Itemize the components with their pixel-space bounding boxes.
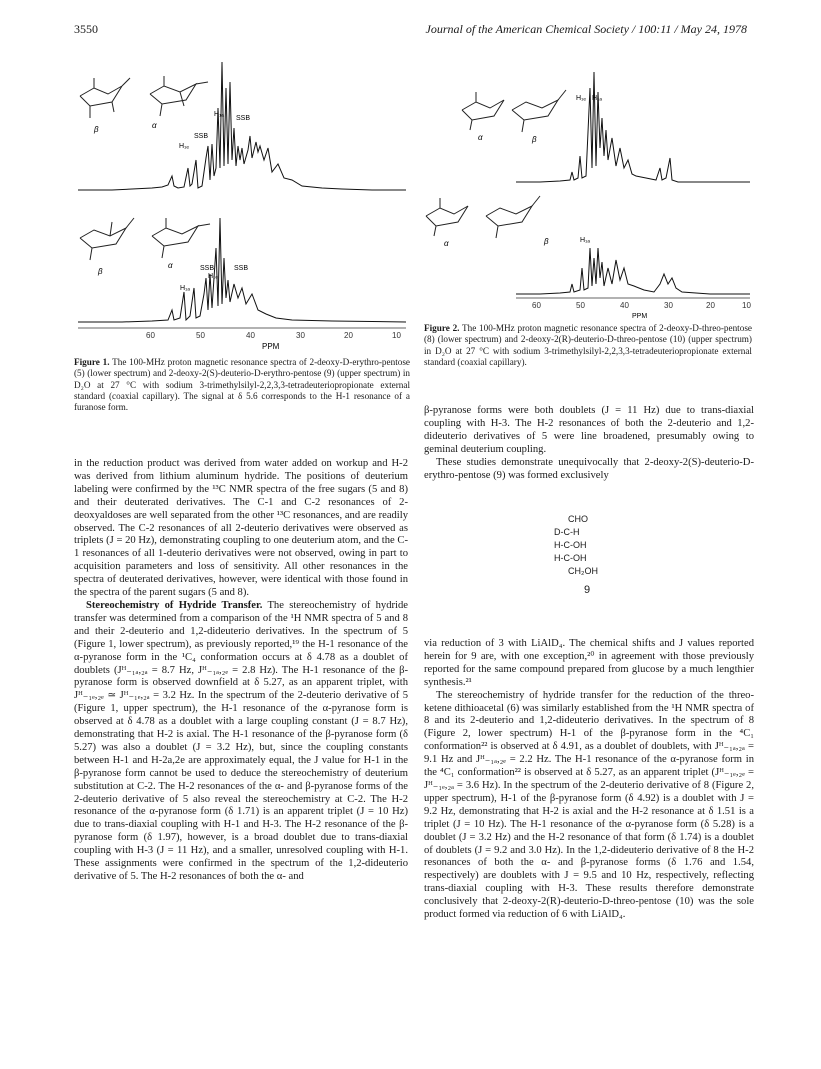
structure-label-alpha-2: α <box>168 261 173 270</box>
tick-60: 60 <box>532 301 541 310</box>
page-number: 3550 <box>74 22 98 36</box>
figure-2-caption-label: Figure 2. <box>424 323 460 333</box>
figure-1-graphic <box>72 48 412 354</box>
tick-30: 30 <box>664 301 673 310</box>
structure-label-alpha-2: α <box>444 239 449 248</box>
fischer-row-3: H-C-OH <box>554 540 587 550</box>
right-paragraph-2: These studies demonstrate unequivocally that 2-deoxy-2(S)-deuterio-D-erythro-pentose (9) was formed exclusively <box>424 456 754 481</box>
lower-label-ssb-2: SSB <box>234 265 249 272</box>
figure-2-graphic <box>420 48 752 320</box>
figure-1-caption-text: The 100-MHz proton magnetic resonance spectra of 2-deoxy-D-erythro-pentose (5) (lower spectrum) and 2-deoxy-2(S)-deuterio-D-erythro-pentose (9) (upper spectrum) in D₂O at 27 °C with sodium 3-trimethylsilyl-2,2,3,3-tetradeuteriopropionate external standard (coaxial capillary). The signal at δ 5.6 corresponds to the H-1 resonance of a furanose form. <box>74 357 410 413</box>
upper-label-h1e: H₁ₑ <box>576 95 587 102</box>
tick-20: 20 <box>344 331 353 340</box>
upper-label-ssb-1: SSB <box>194 133 209 140</box>
x-axis-ticks <box>146 331 401 340</box>
left-paragraph-1: in the reduction product was derived from water added on workup and H-2 was derived from lithium aluminum hydride. The positions of deuterium labeling were confirmed by the ¹³C NMR spectra of the free sugars (5 and 8) and their deuterated derivatives. The C-1 and C-2 resonances of 2-deoxyaldoses are well separated from the other ¹³C resonances, and are readily observed. The C-2 resonances of all 2-deuterio derivatives were observed as triplets (J = 20 Hz), demonstrating coupling to one deuterium atom, and the C-1 resonances of all 1-deuterio derivatives were not observed, owing in part to acquisition parameters and loss of sensitivity. All other resonances in the spectra of deuterated derivatives, however, were identical with those found in the spectra of the parent sugars (5 and 8). <box>74 458 408 599</box>
pyranose-structure-beta-upper <box>512 90 566 132</box>
tick-20: 20 <box>706 301 715 310</box>
pyranose-structure-beta-upper <box>80 78 130 118</box>
pyranose-structure-alpha-lower <box>152 218 210 258</box>
pyranose-structure-alpha-upper <box>150 76 208 116</box>
upper-label-h1a: H₁ₐ <box>592 95 603 102</box>
pyranose-structure-alpha-lower <box>426 198 468 236</box>
upper-label-ssb-2: SSB <box>236 115 251 122</box>
left-paragraph-2-text: The stereochemistry of hydride transfer was determined from a comparison of the ¹H NMR spectra of 5 and 8 and their 2-deuterio and 1,2-dideuterio derivatives. In the spectrum of 5 (Figure 1, lower spectrum), as previously reported,¹⁹ the H-1 resonance of the α-pyranose form in the ¹C₄ conformation occurs at δ 4.78 as a doublet of doublets (Jᴴ₋₁ₐ,₂ₐ = 8.7 Hz, Jᴴ₋₁ₐ,₂ₑ = 2.8 Hz). The H-1 resonance of the β-pyranose form is observed downfield at δ 5.27, as an apparent triplet, with Jᴴ₋₁ₑ,₂ₑ ≃ Jᴴ₋₁ₑ,₂ₐ = 3.2 Hz. In the spectrum of the 2-deuterio derivative of 5 (Figure 1, upper spectrum), the H-1 resonance of the α-pyranose form is observed at δ 4.78 as a doublet with a large coupling constant (J = 8.7 Hz), demonstrating that H-2 is axial. The H-1 resonance of the β-pyranose form (δ 5.27) was also a doublet (J = 3.2 Hz), but, since the coupling constants between H-1 and H-2a,2e are approximately equal, the J value for H-1 in the β-pyranose form cannot be used to deduce the stereochemistry of deuterium substitution at C-2. The H-2 resonances of the α- and β-pyranose forms of the 2-deuterio derivative of 5 also reveal the stereochemistry at C-2. The H-2 resonance of the α-pyranose form (δ 1.71) is an apparent triplet (J = 10 Hz) due to trans-diaxial coupling with H-1 and H-3. The H-2 resonance of the β-pyranose form (δ 1.97), however, is a broad doublet due to trans-diaxial coupling with H-3 (J = 11 Hz), and a smaller, unresolved coupling with H-1. These assignments were confirmed in the spectrum of the 1,2-dideuterio derivative of 5. The H-2 resonances of both the α- and <box>74 599 408 882</box>
lower-spectrum-trace <box>516 248 750 294</box>
lower-label-h1e: H₁ₑ <box>208 273 219 280</box>
structure-label-alpha-1: α <box>152 121 157 130</box>
figure-1-caption <box>74 357 410 413</box>
running-header: Journal of the American Chemical Society / 100:11 / May 24, 1978 <box>425 22 747 36</box>
figure-2-caption <box>424 323 752 368</box>
tick-50: 50 <box>196 331 205 340</box>
structure-label-beta-2: β <box>544 237 549 246</box>
right-paragraph-3: via reduction of 3 with LiAlD₄. The chemical shifts and J values reported herein for 9 are, with one exception,²⁰ in agreement with those previously reported for the same compound prepared from glucose by a much lengthier synthesis.²¹ <box>424 638 754 688</box>
structure-label-beta-1: β <box>94 125 99 134</box>
x-axis-ticks <box>532 301 751 310</box>
tick-10: 10 <box>392 331 401 340</box>
tick-40: 40 <box>620 301 629 310</box>
fischer-row-5: CH₂OH <box>568 566 598 576</box>
right-column-bottom-text <box>424 638 754 922</box>
fischer-row-4: H-C-OH <box>554 553 587 563</box>
upper-label-h1a: H₁ₐ <box>214 111 225 118</box>
structure-label-beta-1: β <box>532 135 537 144</box>
pyranose-structure-alpha-upper <box>462 92 504 130</box>
tick-40: 40 <box>246 331 255 340</box>
figure-1 <box>72 48 412 354</box>
fischer-projection-compound-9 <box>554 513 644 578</box>
structure-label-beta-2: β <box>98 267 103 276</box>
section-heading-stereochemistry: Stereochemistry of Hydride Transfer. <box>86 599 263 611</box>
right-paragraph-1: β-pyranose forms were both doublets (J = 11 Hz) due to trans-diaxial coupling with H-3. The H-2 resonances of both the 2-deuterio and 1,2-dideuterio derivatives of 5 were line broadened, presumably owing to geminal deuterium coupling. <box>424 405 754 455</box>
fischer-row-2: D-C-H <box>554 527 580 537</box>
figure-1-caption-label: Figure 1. <box>74 357 110 367</box>
figure-2-caption-text: The 100-MHz proton magnetic resonance spectra of 2-deoxy-D-threo-pentose (8) (lower spectrum) and 2-deoxy-2(R)-deuterio-D-threo-pentose (10) (upper spectrum) in D₂O at 27 °C with sodium 3-trimethylsilyl-2,2,3,3-tetradeuteriopropionate external standard (coaxial capillary). <box>424 323 752 367</box>
structure-label-alpha-1: α <box>478 133 483 142</box>
tick-50: 50 <box>576 301 585 310</box>
tick-30: 30 <box>296 331 305 340</box>
upper-spectrum-trace <box>516 72 750 182</box>
x-axis-label: PPM <box>262 342 280 351</box>
pyranose-structure-beta-lower <box>80 218 134 260</box>
lower-label-h1a: H₁ₐ <box>180 285 191 292</box>
left-paragraph-2 <box>74 600 408 884</box>
tick-60: 60 <box>146 331 155 340</box>
lower-label-ssb-1: SSB <box>200 265 215 272</box>
compound-number-9: 9 <box>584 584 591 596</box>
right-column-top-text <box>424 405 754 482</box>
x-axis-label: PPM <box>632 313 648 320</box>
left-column-text <box>74 458 408 884</box>
lower-label-h1a: H₁ₐ <box>580 237 591 244</box>
tick-10: 10 <box>742 301 751 310</box>
pyranose-structure-beta-lower <box>486 196 540 238</box>
figure-2 <box>420 48 752 320</box>
right-paragraph-4: The stereochemistry of hydride transfer for the reduction of the threo-ketene dithioacetal (6) was similarly established from the ¹H NMR spectra of 8 and its 2-deuterio and 1,2-dideuterio derivatives. In the spectrum of 8 (Figure 2, lower spectrum) H-1 of the β-pyranose form in the ⁴C₁ conformation²² is observed at δ 4.91, as a doublet of doublets, with Jᴴ₋₁ₐ,₂ₐ = 9.1 Hz and Jᴴ₋₁ₐ,₂ₑ = 2.2 Hz. The H-1 resonance of the α-pyranose form in the ⁴C₁ conformation²² is observed at δ 5.27, as an apparent triplet (Jᴴ₋₁ₑ,₂ₑ = Jᴴ₋₁ₑ,₂ₐ = 3.6 Hz). In the spectrum of the 2-deuterio derivative of 8 (Figure 2, upper spectrum), H-1 of the β-pyranose form (δ 4.92) is a doublet with J = 9.2 Hz, demonstrating that H-2 is axial and the H-2 resonance at δ 1.51 is a triplet (J = 10 Hz). The H-1 resonance of the α-pyranose form (δ 5.28) is a doublet (J = 3.2 Hz) and the H-2 resonance of that form (δ 1.74) is a doublet of doublets (J = 9.2 and 3.0 Hz). In the 1,2-dideuterio derivative of 8 the H-2 resonances of both the α- and β-pyranose forms (δ 1.76 and 1.54, respectively) are doublets with J = 9.5 and 10 Hz, respectively, reflecting trans-diaxial coupling with H-3. These results therefore demonstrate conclusively that 2-deoxy-2(R)-deuterio-D-threo-pentose (10) was the sole product formed via reduction of 6 with LiAlD₄. <box>424 689 754 921</box>
fischer-row-1: CHO <box>568 514 588 524</box>
upper-label-h1e: H₁ₑ <box>179 143 190 150</box>
